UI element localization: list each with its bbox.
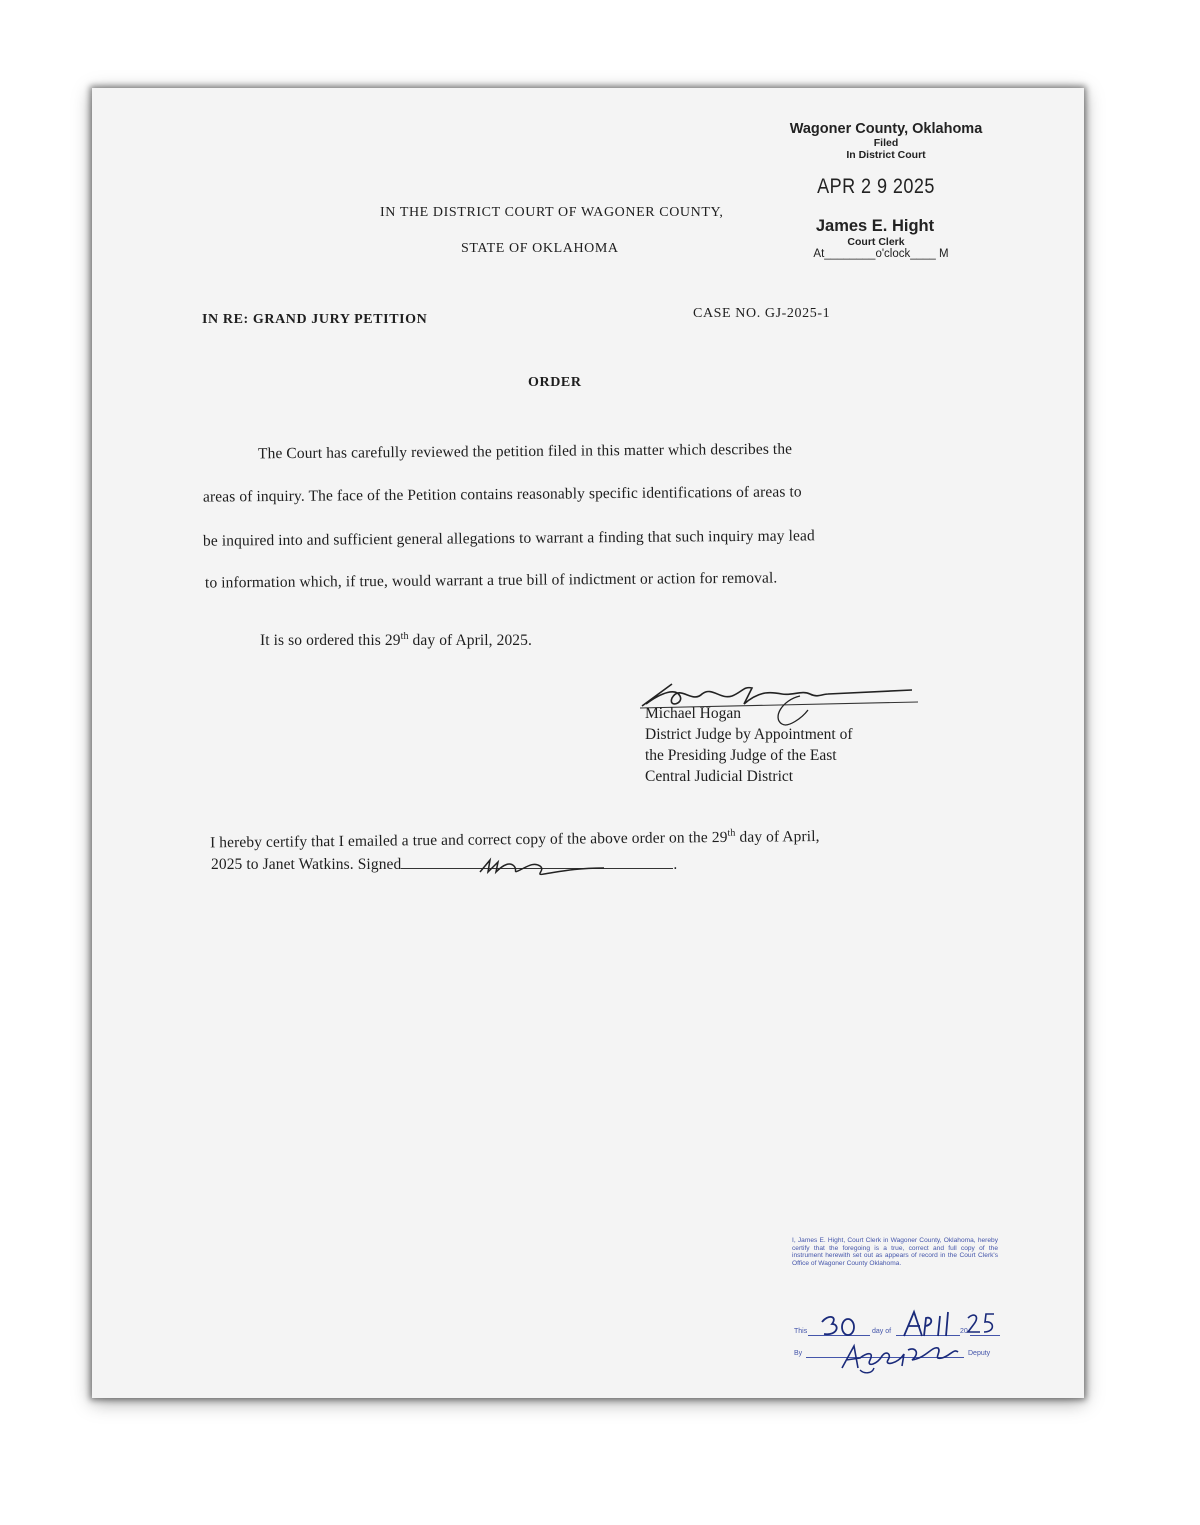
filing-stamp (776, 121, 996, 260)
certified-copy-handwriting (808, 1308, 1008, 1378)
stamp-county: Wagoner County, Oklahoma (789, 121, 983, 137)
certify-signature (474, 854, 614, 884)
court-header-line2: STATE OF OKLAHOMA (461, 241, 619, 256)
stamp-filed: Filed (873, 137, 899, 149)
stamp-clerk-name: James E. Hight (815, 217, 935, 235)
ordered-text-sup: th (400, 631, 409, 642)
case-number: CASE NO. GJ-2025-1 (693, 306, 831, 321)
cert-year-prefix: 20 (960, 1328, 968, 1335)
document-page (92, 88, 1084, 1398)
ordered-text-post: day of April, 2025. (408, 632, 532, 650)
judge-title-3: Central Judicial District (645, 768, 794, 785)
certify-text-post: day of April, (735, 827, 820, 846)
certify-line2-text: 2025 to Janet Watkins. Signed (211, 856, 402, 873)
cert-this-label: This (794, 1328, 808, 1335)
order-title: ORDER (528, 375, 582, 390)
stamp-date: APR 2 9 2025 (817, 175, 935, 198)
certified-copy-stamp (792, 1237, 998, 1267)
certify-line2-end: . (673, 856, 678, 873)
stamp-clerk-title: Court Clerk (847, 236, 905, 248)
body-line-3: be inquired into and sufficient general allegations to warrant a finding that such inquiry may lead (202, 527, 815, 550)
body-line-1: The Court has carefully reviewed the petition filed in this matter which describes the (257, 440, 793, 463)
ordered-line (260, 631, 532, 650)
stamp-in-district-court: In District Court (846, 149, 926, 161)
judge-name: Michael Hogan (645, 705, 741, 722)
certify-text-sup: th (727, 827, 736, 839)
cert-by-label: By (794, 1350, 803, 1357)
judge-title-2: the Presiding Judge of the East (645, 747, 837, 764)
certify-line-1 (210, 827, 820, 853)
certify-text-pre: I hereby certify that I emailed a true and correct copy of the above order on the 29 (209, 828, 728, 852)
body-line-4: to information which, if true, would warrant a true bill of indictment or action for removal. (204, 569, 778, 592)
cert-deputy-label: Deputy (968, 1350, 991, 1357)
stamp-at-line: At________o'clock____ M (813, 248, 949, 260)
certified-copy-text: I, James E. Hight, Court Clerk in Wagoner County, Oklahoma, hereby certify that the foregoing is a true, correct and full copy of the instrument herewith set out as appears of record in the Court Clerk's Office of Wagoner County Oklahoma. (792, 1237, 998, 1267)
judge-title-1: District Judge by Appointment of (645, 726, 853, 743)
in-re-caption: IN RE: GRAND JURY PETITION (202, 312, 428, 327)
court-header-line1: IN THE DISTRICT COURT OF WAGONER COUNTY, (380, 205, 724, 220)
cert-day-label: day of (872, 1328, 892, 1335)
ordered-text-pre: It is so ordered this 29 (260, 632, 401, 650)
signature-block (645, 703, 853, 787)
body-line-2: areas of inquiry. The face of the Petition contains reasonably specific identifications of areas to (202, 483, 802, 506)
